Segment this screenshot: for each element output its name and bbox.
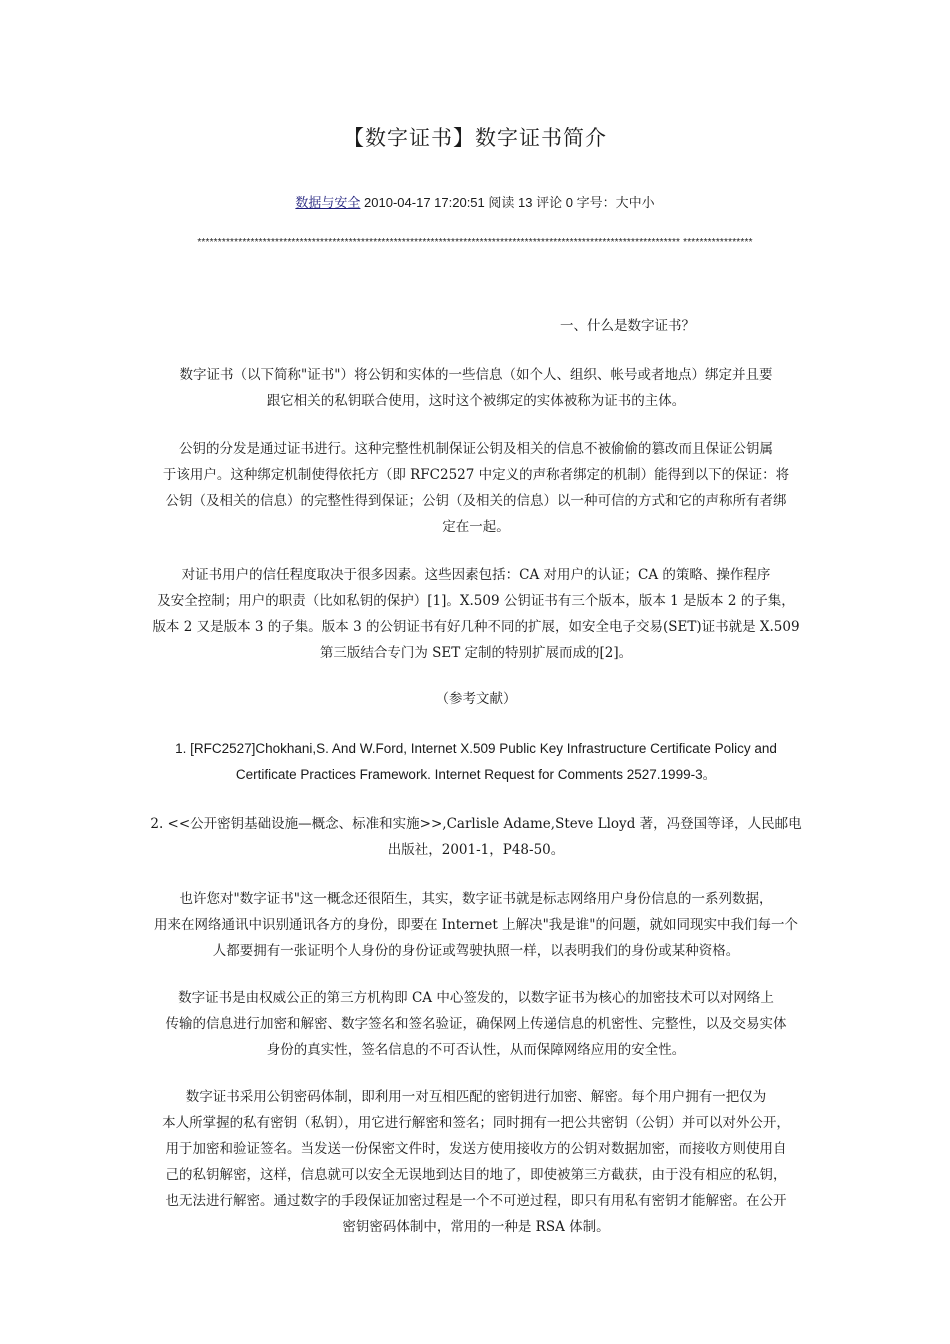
paragraph-line: 及安全控制；用户的职责（比如私钥的保护）[1]。X.509 公钥证书有三个版本，版本 1 是版本 2 的子集， xyxy=(157,593,795,609)
paragraph-6 xyxy=(142,1084,810,1240)
paragraph-line: 传输的信息进行加密和解密、数字签名和签名验证，确保网上传递信息的机密性、完整性，以及交易实体 xyxy=(165,1016,787,1032)
paragraph-5 xyxy=(142,985,810,1063)
post-meta xyxy=(0,192,950,211)
paragraph-line: 人都要拥有一张证明个人身份的身份证或驾驶执照一样，以表明我们的身份或某种资格。 xyxy=(212,943,740,959)
post-datetime: 2010-04-17 17:20:51 xyxy=(364,195,485,210)
paragraph-line: 也无法进行解密。通过数字的手段保证加密过程是一个不可逆过程，即只有用私有密钥才能解密。在公开 xyxy=(165,1193,787,1209)
paragraph-line: 身份的真实性，签名信息的不可否认性，从而保障网络应用的安全性。 xyxy=(266,1042,686,1058)
paragraph-line: 于该用户。这种绑定机制使得依托方（即 RFC2527 中定义的声称者绑定的机制）能得到以下的保证：将 xyxy=(162,467,790,483)
section-heading: 一、什么是数字证书？ xyxy=(560,318,695,334)
paragraph-2 xyxy=(142,436,810,540)
paragraph-line: 己的私钥解密，这样，信息就可以安全无误地到达目的地了，即使被第三方截获，由于没有相应的私钥， xyxy=(165,1167,787,1183)
reference-line: 2. <<公开密钥基础设施—概念、标准和实施>>,Carlisle Adame,Steve Lloyd 著，冯登国等译，人民邮电 xyxy=(150,816,802,832)
paragraph-line: 第三版结合专门为 SET 定制的特别扩展而成的[2]。 xyxy=(319,645,633,661)
font-size-selector[interactable]: 字号：大中小 xyxy=(576,195,655,210)
paragraph-line: 跟它相关的私钥联合使用，这时这个被绑定的实体被称为证书的主体。 xyxy=(266,393,686,409)
references-heading-text: （参考文献） xyxy=(435,691,517,707)
paragraph-line: 用于加密和验证签名。当发送一份保密文件时，发送方使用接收方的公钥对数据加密，而接收方则使用自 xyxy=(165,1141,787,1157)
separator-line-1: ********************************************************************************************************************** xyxy=(197,237,681,248)
separator-line xyxy=(140,230,810,256)
paragraph-4 xyxy=(142,886,810,964)
paragraph-line: 数字证书是由权威公正的第三方机构即 CA 中心签发的，以数字证书为核心的加密技术可以对网络上 xyxy=(178,990,774,1006)
category-link[interactable]: 数据与安全 xyxy=(295,195,361,210)
paragraph-line: 版本 2 又是版本 3 的子集。版本 3 的公钥证书有好几种不同的扩展，如安全电子交易(SET)证书就是 X.509 xyxy=(152,619,800,635)
paragraph-3 xyxy=(142,562,810,666)
paragraph-line: 本人所掌握的私有密钥（私钥），用它进行解密和签名；同时拥有一把公共密钥（公钥）并可以对外公开， xyxy=(162,1115,790,1131)
paragraph-line: 数字证书（以下简称"证书"）将公钥和实体的一些信息（如个人、组织、帐号或者地点）绑定并且要 xyxy=(179,367,773,383)
reference-line: 1. [RFC2527]Chokhani,S. And W.Ford, Internet X.509 Public Key Infrastructure Certificate Policy and xyxy=(175,741,777,756)
reference-1 xyxy=(142,736,810,788)
separator-line-2: ***************** xyxy=(683,237,753,248)
reference-line: 出版社，2001-1，P48-50。 xyxy=(387,842,565,858)
paragraph-line: 对证书用户的信任程度取决于很多因素。这些因素包括：CA 对用户的认证；CA 的策略、操作程序 xyxy=(181,567,771,583)
reference-2 xyxy=(142,811,810,863)
paragraph-1 xyxy=(142,362,810,414)
read-count: 阅读 13 xyxy=(488,195,533,210)
page-title: 【数字证书】数字证书简介 xyxy=(343,126,607,150)
references-heading xyxy=(142,686,810,712)
paragraph-line: 也许您对"数字证书"这一概念还很陌生，其实，数字证书就是标志网络用户身份信息的一系列数据， xyxy=(179,891,773,907)
reference-line: Certificate Practices Framework. Internet Request for Comments 2527.1999-3。 xyxy=(235,767,717,782)
paragraph-line: 定在一起。 xyxy=(442,519,510,535)
paragraph-line: 密钥密码体制中，常用的一种是 RSA 体制。 xyxy=(342,1219,610,1235)
paragraph-line: 数字证书采用公钥密码体制，即利用一对互相匹配的密钥进行加密、解密。每个用户拥有一把仅为 xyxy=(185,1089,767,1105)
paragraph-line: 用来在网络通讯中识别通讯各方的身份，即要在 Internet 上解决"我是谁"的问题，就如同现实中我们每一个 xyxy=(153,917,798,933)
paragraph-line: 公钥（及相关的信息）的完整性得到保证；公钥（及相关的信息）以一种可信的方式和它的声称所有者绑 xyxy=(165,493,787,509)
paragraph-line: 公钥的分发是通过证书进行。这种完整性机制保证公钥及相关的信息不被偷偷的篡改而且保证公钥属 xyxy=(179,441,773,457)
comment-count: 评论 0 xyxy=(536,195,573,210)
